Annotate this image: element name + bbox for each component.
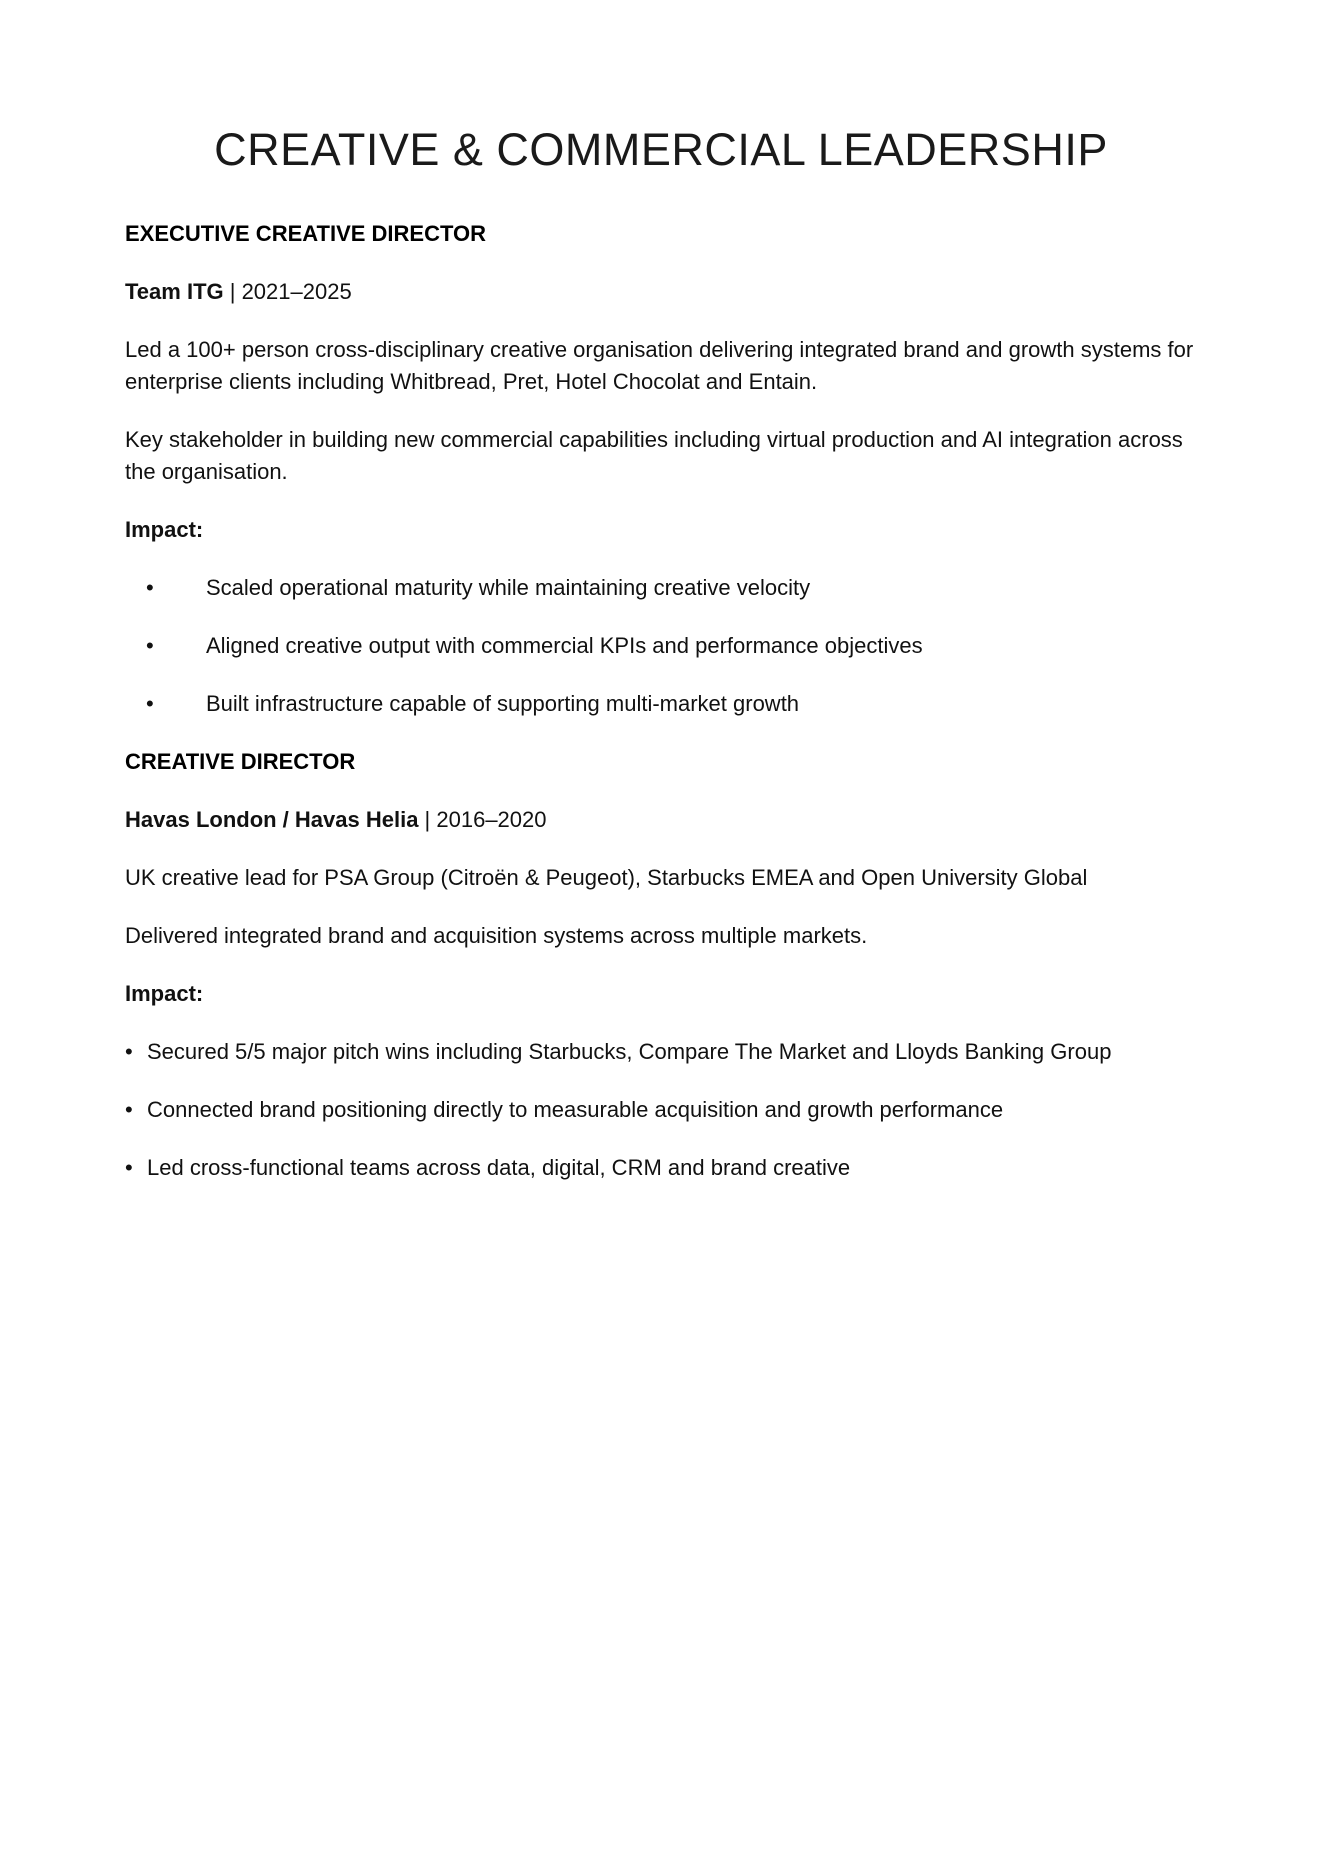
company-line xyxy=(125,804,1200,836)
bullet-icon: • xyxy=(125,1097,133,1122)
role-section-creative-director xyxy=(125,746,1200,1184)
bullet-icon: • xyxy=(146,575,154,600)
list-item xyxy=(125,630,1200,662)
bullet-icon: • xyxy=(125,1155,133,1180)
role-title: CREATIVE DIRECTOR xyxy=(125,749,356,774)
role-description: Led a 100+ person cross-disciplinary creative organisation delivering integrated brand and growth systems for enterprise clients including Whitbread, Pret, Hotel Chocolat and Entain. xyxy=(125,337,1194,394)
role-description: UK creative lead for PSA Group (Citroën & Peugeot), Starbucks EMEA and Open University Global xyxy=(125,865,1088,890)
company-name: Team ITG xyxy=(125,279,224,304)
list-item xyxy=(125,1094,1200,1126)
date-range: | 2016–2020 xyxy=(418,807,547,832)
bullet-icon: • xyxy=(146,691,154,716)
impact-heading: Impact: xyxy=(125,981,204,1006)
impact-heading: Impact: xyxy=(125,517,204,542)
role-description: Delivered integrated brand and acquisition systems across multiple markets. xyxy=(125,923,868,948)
role-section-executive-creative-director xyxy=(125,218,1200,720)
list-item-text: Scaled operational maturity while maintaining creative velocity xyxy=(206,575,811,600)
bullet-icon: • xyxy=(125,1039,133,1064)
content-body xyxy=(125,218,1200,1210)
company-line xyxy=(125,276,1200,308)
list-item-text: Connected brand positioning directly to measurable acquisition and growth performance xyxy=(147,1097,1004,1122)
list-item xyxy=(125,1036,1200,1068)
impact-list xyxy=(125,572,1200,720)
impact-list xyxy=(125,1036,1200,1184)
list-item xyxy=(125,1152,1200,1184)
list-item xyxy=(125,572,1200,604)
role-description: Key stakeholder in building new commercial capabilities including virtual production and AI integration across the organisation. xyxy=(125,427,1183,484)
list-item-text: Led cross-functional teams across data, digital, CRM and brand creative xyxy=(147,1155,851,1180)
role-title: EXECUTIVE CREATIVE DIRECTOR xyxy=(125,221,487,246)
bullet-icon: • xyxy=(146,633,154,658)
list-item-text: Built infrastructure capable of supporting multi-market growth xyxy=(206,691,800,716)
list-item-text: Aligned creative output with commercial KPIs and performance objectives xyxy=(206,633,923,658)
list-item-text: Secured 5/5 major pitch wins including Starbucks, Compare The Market and Lloyds Banking Group xyxy=(147,1039,1112,1064)
list-item xyxy=(125,688,1200,720)
page-title: CREATIVE & COMMERCIAL LEADERSHIP xyxy=(214,124,1108,175)
company-name: Havas London / Havas Helia xyxy=(125,807,419,832)
date-range: | 2021–2025 xyxy=(223,279,352,304)
